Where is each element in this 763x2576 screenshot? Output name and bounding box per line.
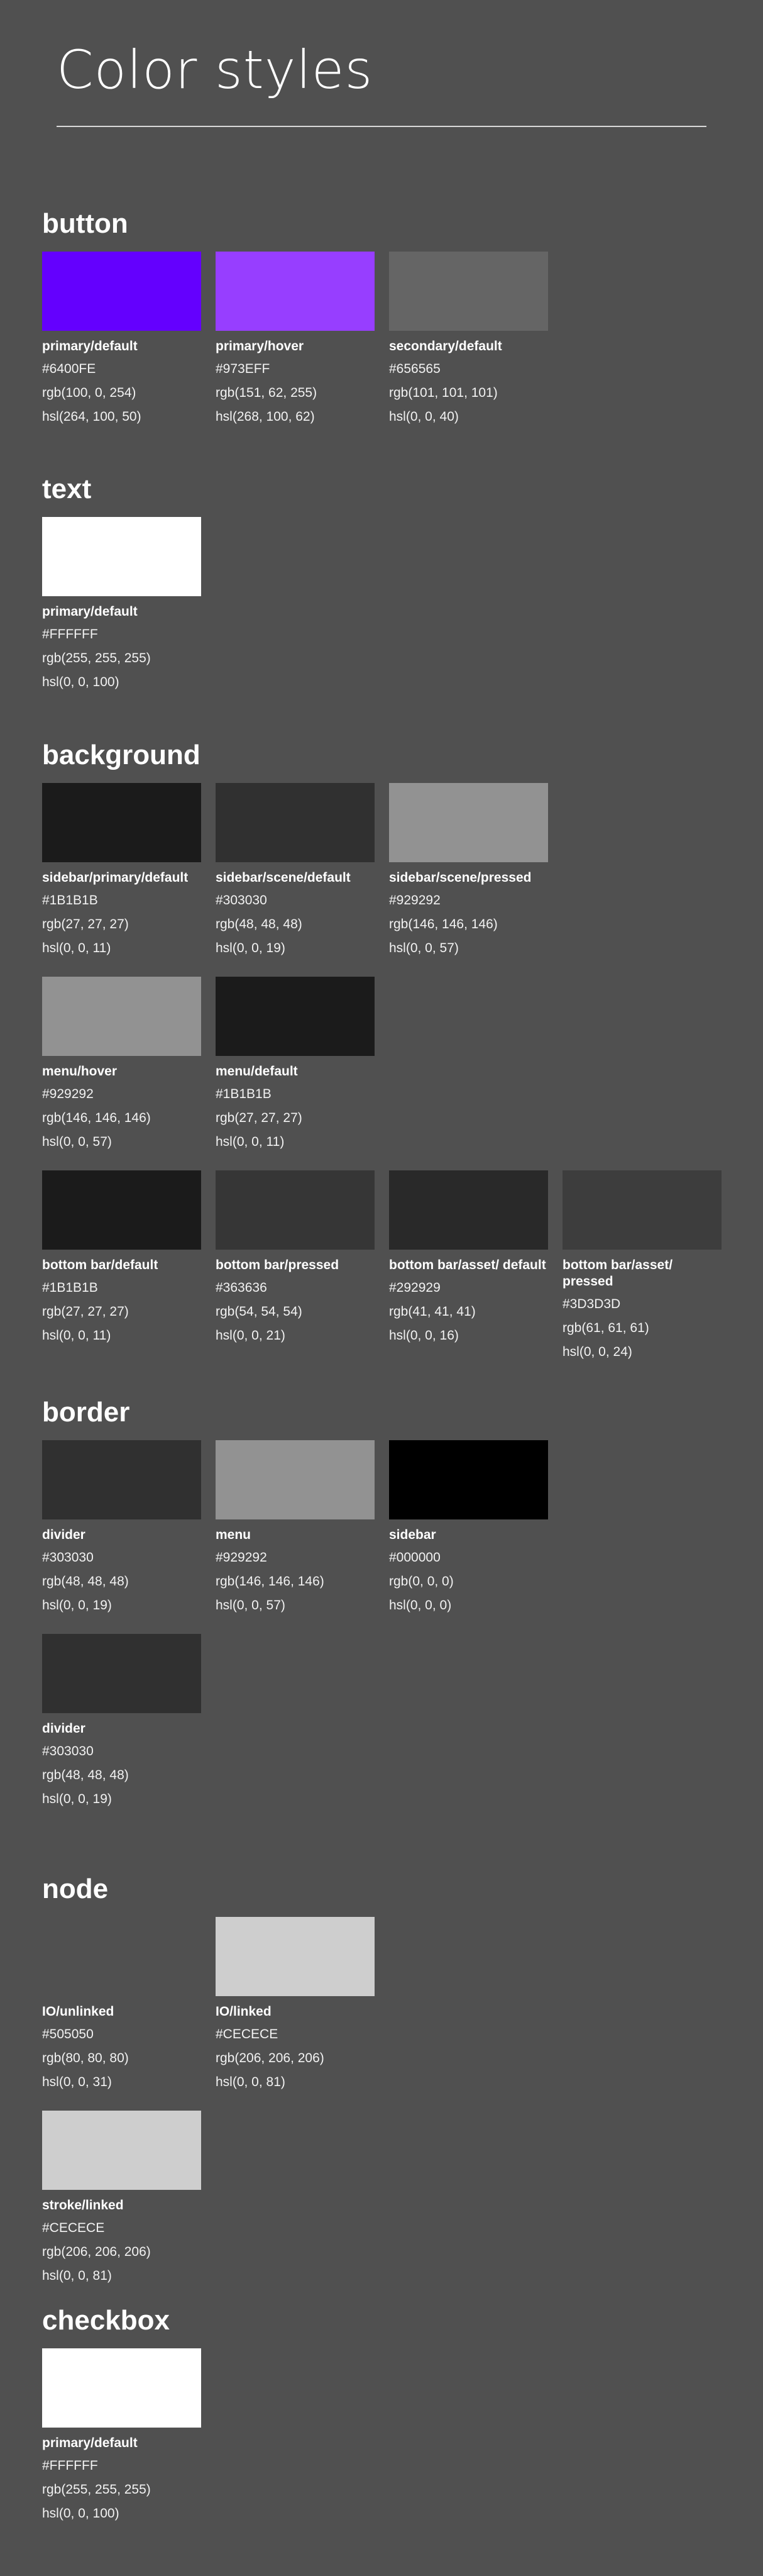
swatch-hex: #CECECE [42,2221,105,2235]
swatch-hex: #6400FE [42,362,96,376]
color-swatch[interactable] [216,252,375,429]
swatch-name: IO/unlinked [42,2004,114,2019]
swatch-hex: #1B1B1B [42,893,98,908]
swatch-hsl: hsl(0, 0, 16) [389,1328,459,1343]
color-swatch[interactable] [389,783,548,960]
swatch-name: sidebar [389,1528,436,1542]
swatch-rgb: rgb(48, 48, 48) [42,1574,129,1589]
swatch-hex: #3D3D3D [563,1297,621,1311]
swatch-name: sidebar/primary/default [42,870,189,885]
section-border [42,1396,733,1811]
swatch-name: primary/default [42,339,138,353]
swatch-hex: #303030 [216,893,267,908]
swatch-name: divider [42,1528,85,1542]
color-swatch[interactable] [563,1170,722,1364]
swatch-hsl: hsl(0, 0, 57) [389,941,459,955]
swatch-hex: #656565 [389,362,441,376]
color-chip [389,1440,548,1519]
swatch-name: secondary/default [389,339,502,353]
page-title: Color styles [57,39,373,101]
swatch-hsl: hsl(0, 0, 40) [389,409,459,424]
swatch-hex: #1B1B1B [42,1280,98,1295]
color-swatch[interactable] [216,1917,375,2094]
swatch-grid [42,517,733,694]
swatch-hsl: hsl(0, 0, 31) [42,2075,112,2089]
color-chip [42,252,201,331]
section-checkbox [42,2304,733,2526]
color-chip [42,783,201,862]
swatch-rgb: rgb(54, 54, 54) [216,1304,302,1319]
swatch-grid [42,1917,733,2288]
swatch-rgb: rgb(100, 0, 254) [42,386,136,400]
section-heading: background [42,740,200,770]
swatch-rgb: rgb(146, 146, 146) [42,1111,151,1125]
swatch-hsl: hsl(268, 100, 62) [216,409,315,424]
swatch-rgb: rgb(255, 255, 255) [42,651,151,665]
color-swatch[interactable] [216,1170,375,1364]
swatch-rgb: rgb(27, 27, 27) [42,917,129,931]
swatch-hex: #CECECE [216,2027,278,2041]
swatch-name: bottom bar/asset/ default [389,1258,546,1272]
swatch-hex: #929292 [42,1087,94,1101]
color-chip [216,783,375,862]
swatch-name: menu/hover [42,1064,118,1079]
color-swatch[interactable] [42,1634,201,1811]
swatch-name: stroke/linked [42,2198,124,2212]
color-chip [389,783,548,862]
color-swatch[interactable] [42,1917,201,2094]
swatch-hsl: hsl(0, 0, 11) [42,941,111,955]
color-swatch[interactable] [389,1440,548,1618]
swatch-name: sidebar/scene/default [216,870,351,885]
swatch-name: primary/default [42,604,138,619]
swatch-grid [42,2348,733,2526]
swatch-hsl: hsl(0, 0, 24) [563,1345,632,1359]
color-swatch[interactable] [42,1440,201,1618]
swatch-name: menu/default [216,1064,298,1079]
swatch-name: divider [42,1721,85,1736]
swatch-hsl: hsl(0, 0, 11) [42,1328,111,1343]
color-chip [563,1170,722,1250]
swatch-rgb: rgb(206, 206, 206) [216,2051,324,2065]
swatch-name: primary/default [42,2436,138,2450]
color-chip [216,977,375,1056]
color-swatch[interactable] [42,2348,201,2526]
swatch-rgb: rgb(61, 61, 61) [563,1321,649,1335]
section-node [42,1873,733,2288]
color-swatch[interactable] [389,1170,548,1364]
swatch-hex: #1B1B1B [216,1087,272,1101]
swatch-name: IO/linked [216,2004,272,2019]
color-chip [42,2348,201,2428]
swatch-name: bottom bar/asset/ pressed [563,1258,673,1289]
color-chip [216,252,375,331]
section-heading: checkbox [42,2305,170,2336]
color-chip [42,977,201,1056]
color-swatch[interactable] [42,517,201,694]
section-heading: border [42,1397,130,1428]
swatch-name: bottom bar/pressed [216,1258,339,1272]
swatch-hex: #292929 [389,1280,441,1295]
swatch-hsl: hsl(0, 0, 100) [42,675,119,689]
swatch-hsl: hsl(0, 0, 0) [389,1598,452,1613]
color-chip [389,1170,548,1250]
swatch-rgb: rgb(146, 146, 146) [389,917,498,931]
swatch-hsl: hsl(264, 100, 50) [42,409,141,424]
swatch-rgb: rgb(255, 255, 255) [42,2482,151,2497]
section-background [42,739,733,1364]
swatch-rgb: rgb(48, 48, 48) [216,917,302,931]
color-swatch[interactable] [216,783,375,960]
color-swatch[interactable] [216,1440,375,1618]
swatch-rgb: rgb(101, 101, 101) [389,386,498,400]
swatch-hsl: hsl(0, 0, 100) [42,2506,119,2521]
swatch-rgb: rgb(206, 206, 206) [42,2245,151,2259]
color-swatch[interactable] [389,252,548,429]
swatch-hex: #363636 [216,1280,267,1295]
section-heading: text [42,474,92,504]
color-chip [216,1917,375,1996]
color-chip [42,517,201,596]
color-chip [42,1170,201,1250]
swatch-hsl: hsl(0, 0, 57) [216,1598,285,1613]
swatch-name: bottom bar/default [42,1258,158,1272]
swatch-hex: #505050 [42,2027,94,2041]
section-heading: button [42,208,128,239]
section-text [42,473,733,694]
swatch-rgb: rgb(0, 0, 0) [389,1574,454,1589]
swatch-rgb: rgb(48, 48, 48) [42,1768,129,1782]
swatch-hex: #303030 [42,1550,94,1565]
swatch-name: primary/hover [216,339,304,353]
swatch-hex: #FFFFFF [42,627,98,641]
color-chip [216,1440,375,1519]
swatch-grid [42,252,733,429]
swatch-hex: #303030 [42,1744,94,1758]
color-chip [42,1634,201,1713]
swatch-hsl: hsl(0, 0, 57) [42,1135,112,1149]
color-chip [42,1440,201,1519]
swatch-rgb: rgb(41, 41, 41) [389,1304,476,1319]
swatch-rgb: rgb(27, 27, 27) [216,1111,302,1125]
swatch-hex: #973EFF [216,362,270,376]
swatch-rgb: rgb(27, 27, 27) [42,1304,129,1319]
swatch-hsl: hsl(0, 0, 11) [216,1135,285,1149]
title-divider [57,126,706,127]
swatch-hex: #000000 [389,1550,441,1565]
color-swatch[interactable] [216,977,375,1154]
color-swatch[interactable] [42,977,201,1154]
color-swatch[interactable] [42,783,201,960]
swatch-hsl: hsl(0, 0, 81) [216,2075,285,2089]
swatch-hsl: hsl(0, 0, 81) [42,2268,112,2283]
section-heading: node [42,1874,109,1904]
swatch-grid [42,783,733,1364]
swatch-hex: #929292 [389,893,441,908]
color-swatch[interactable] [42,252,201,429]
color-chip [42,2111,201,2190]
color-chip [42,1917,201,1996]
swatch-name: menu [216,1528,251,1542]
swatch-hsl: hsl(0, 0, 19) [42,1598,112,1613]
color-chip [389,252,548,331]
swatch-grid [42,1440,733,1811]
swatch-rgb: rgb(80, 80, 80) [42,2051,129,2065]
color-swatch[interactable] [42,1170,201,1364]
color-chip [216,1170,375,1250]
swatch-hsl: hsl(0, 0, 19) [42,1792,112,1806]
swatch-hex: #929292 [216,1550,267,1565]
swatch-rgb: rgb(151, 62, 255) [216,386,317,400]
swatch-hsl: hsl(0, 0, 21) [216,1328,285,1343]
color-swatch[interactable] [42,2111,201,2288]
swatch-name: sidebar/scene/pressed [389,870,532,885]
section-button [42,208,733,429]
swatch-hex: #FFFFFF [42,2458,98,2473]
swatch-hsl: hsl(0, 0, 19) [216,941,285,955]
swatch-rgb: rgb(146, 146, 146) [216,1574,324,1589]
